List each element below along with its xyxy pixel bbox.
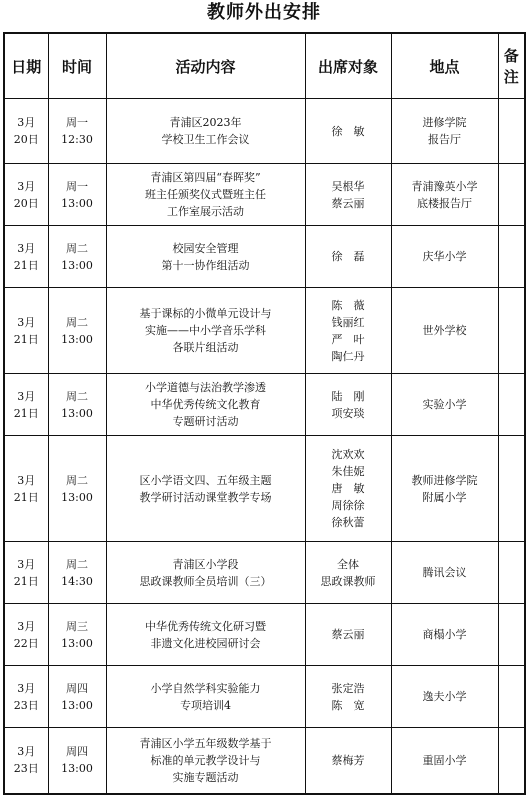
attendees-line: 陈 薇 bbox=[331, 298, 365, 312]
attendees-line: 朱佳妮 bbox=[331, 465, 365, 478]
attendees-cell bbox=[305, 542, 391, 604]
date-line: 3月 bbox=[17, 389, 36, 403]
date-cell bbox=[4, 728, 48, 794]
date-line: 3月 bbox=[17, 179, 36, 193]
date-line: 3月 bbox=[17, 473, 36, 487]
activity-line: 小学道德与法治教学渗透 bbox=[145, 381, 266, 394]
date-cell bbox=[4, 666, 48, 728]
attendees-line: 陆 刚 bbox=[331, 389, 365, 403]
date-line: 3月 bbox=[17, 315, 36, 329]
location-line: 进修学院 bbox=[422, 116, 467, 129]
table-row bbox=[4, 728, 525, 794]
date-line: 20日 bbox=[13, 133, 39, 146]
table-row bbox=[4, 542, 525, 604]
table-row bbox=[4, 374, 525, 436]
attendees-cell bbox=[305, 288, 391, 374]
date-cell bbox=[4, 542, 48, 604]
activity-cell bbox=[106, 288, 305, 374]
date-cell bbox=[4, 288, 48, 374]
time-cell bbox=[48, 288, 106, 374]
attendees-cell bbox=[305, 226, 391, 288]
location-line: 庆华小学 bbox=[422, 250, 467, 263]
time-line: 13:00 bbox=[61, 332, 93, 346]
location-line: 商榻小学 bbox=[422, 628, 467, 641]
note-cell bbox=[498, 604, 525, 666]
attendees-line: 吴根华 bbox=[331, 179, 365, 193]
date-cell bbox=[4, 436, 48, 542]
header-date: 日期 bbox=[4, 33, 48, 99]
attendees-line: 徐秋蕾 bbox=[331, 516, 365, 529]
header-activity: 活动内容 bbox=[106, 33, 305, 99]
activity-line: 教学研讨活动课堂教学专场 bbox=[139, 490, 272, 504]
date-cell bbox=[4, 604, 48, 666]
location-line: 重固小学 bbox=[422, 753, 467, 767]
location-line: 附属小学 bbox=[422, 490, 467, 504]
time-line: 周四 bbox=[66, 681, 88, 695]
time-line: 13:00 bbox=[61, 258, 93, 272]
activity-cell bbox=[106, 99, 305, 164]
attendees-cell bbox=[305, 436, 391, 542]
page-title: 教师外出安排 bbox=[207, 2, 321, 23]
date-line: 3月 bbox=[17, 241, 36, 255]
activity-line: 中华优秀传统文化研习暨 bbox=[145, 619, 266, 633]
attendees-cell bbox=[305, 604, 391, 666]
note-cell bbox=[498, 288, 525, 374]
date-line: 20日 bbox=[13, 196, 39, 210]
activity-line: 小学自然学科实验能力 bbox=[150, 681, 261, 695]
note-cell bbox=[498, 226, 525, 288]
location-cell bbox=[391, 728, 498, 794]
time-cell bbox=[48, 436, 106, 542]
time-cell bbox=[48, 226, 106, 288]
time-line: 周二 bbox=[66, 557, 88, 571]
attendees-line: 钱丽红 bbox=[331, 315, 365, 329]
time-cell bbox=[48, 374, 106, 436]
activity-line: 实施专题活动 bbox=[172, 770, 239, 784]
attendees-line: 周徐徐 bbox=[331, 499, 365, 512]
activity-cell bbox=[106, 542, 305, 604]
activity-line: 非遗文化进校园研讨会 bbox=[150, 636, 261, 650]
table-row bbox=[4, 666, 525, 728]
activity-cell bbox=[106, 604, 305, 666]
date-line: 21日 bbox=[13, 490, 39, 504]
activity-line: 标准的单元教学设计与 bbox=[150, 753, 261, 767]
header-row bbox=[4, 33, 525, 99]
activity-cell bbox=[106, 728, 305, 794]
attendees-line: 项安琰 bbox=[331, 406, 365, 420]
table-row bbox=[4, 288, 525, 374]
time-line: 13:00 bbox=[61, 196, 93, 210]
attendees-line: 徐 磊 bbox=[331, 250, 365, 263]
time-line: 周三 bbox=[66, 619, 88, 633]
header-location: 地点 bbox=[391, 33, 498, 99]
attendees-line: 蔡云丽 bbox=[331, 628, 365, 641]
activity-cell bbox=[106, 164, 305, 226]
activity-line: 青浦区小学段 bbox=[172, 557, 239, 571]
time-line: 13:00 bbox=[61, 490, 93, 504]
activity-line: 基于课标的小微单元设计与 bbox=[139, 307, 272, 320]
time-cell bbox=[48, 99, 106, 164]
location-cell bbox=[391, 604, 498, 666]
attendees-line: 蔡云丽 bbox=[331, 196, 365, 210]
date-line: 21日 bbox=[13, 332, 39, 346]
header-time: 时间 bbox=[48, 33, 106, 99]
time-line: 周二 bbox=[66, 389, 88, 403]
location-line: 底楼报告厅 bbox=[417, 196, 472, 210]
date-line: 21日 bbox=[13, 574, 39, 588]
attendees-cell bbox=[305, 728, 391, 794]
attendees-cell bbox=[305, 164, 391, 226]
activity-line: 班主任颁奖仪式暨班主任 bbox=[145, 188, 266, 201]
activity-line: 青浦区第四届“春晖奖” bbox=[150, 171, 261, 184]
location-line: 腾讯会议 bbox=[422, 566, 467, 579]
time-line: 13:00 bbox=[61, 762, 93, 776]
activity-line: 专题研讨活动 bbox=[172, 415, 239, 428]
date-line: 3月 bbox=[17, 557, 36, 571]
date-cell bbox=[4, 164, 48, 226]
time-line: 12:30 bbox=[61, 133, 93, 146]
note-cell bbox=[498, 374, 525, 436]
attendees-line: 唐 敏 bbox=[331, 482, 365, 495]
attendees-line: 严 叶 bbox=[331, 332, 365, 346]
location-cell bbox=[391, 374, 498, 436]
activity-cell bbox=[106, 436, 305, 542]
date-cell bbox=[4, 374, 48, 436]
activity-cell bbox=[106, 666, 305, 728]
time-line: 13:00 bbox=[61, 698, 93, 712]
note-cell bbox=[498, 728, 525, 794]
location-cell bbox=[391, 164, 498, 226]
table-row bbox=[4, 604, 525, 666]
activity-cell bbox=[106, 374, 305, 436]
activity-line: 校园安全管理 bbox=[172, 241, 239, 255]
date-cell bbox=[4, 226, 48, 288]
date-line: 22日 bbox=[13, 636, 39, 650]
time-cell bbox=[48, 542, 106, 604]
time-line: 14:30 bbox=[61, 574, 93, 588]
time-line: 周二 bbox=[66, 241, 88, 255]
attendees-line: 思政课教师 bbox=[320, 574, 376, 588]
date-line: 3月 bbox=[17, 619, 36, 633]
note-cell bbox=[498, 666, 525, 728]
time-cell bbox=[48, 728, 106, 794]
attendees-line: 陈 宽 bbox=[331, 698, 365, 712]
location-line: 逸夫小学 bbox=[422, 690, 467, 703]
date-cell bbox=[4, 99, 48, 164]
activity-line: 第十一协作组活动 bbox=[161, 258, 250, 272]
time-line: 周二 bbox=[66, 315, 88, 329]
schedule-table bbox=[3, 32, 526, 795]
time-cell bbox=[48, 164, 106, 226]
note-cell bbox=[498, 164, 525, 226]
attendees-line: 陶仁丹 bbox=[331, 349, 365, 363]
date-line: 3月 bbox=[17, 681, 36, 695]
header-note-line2: 注 bbox=[503, 68, 519, 86]
location-line: 青浦豫英小学 bbox=[411, 179, 478, 193]
header-note bbox=[498, 33, 525, 99]
activity-line: 工作室展示活动 bbox=[167, 205, 244, 218]
attendees-line: 蔡梅芳 bbox=[331, 753, 365, 767]
header-note-line1: 备 bbox=[503, 47, 519, 65]
activity-line: 实施——中小学音乐学科 bbox=[145, 324, 266, 337]
attendees-cell bbox=[305, 99, 391, 164]
table-row bbox=[4, 99, 525, 164]
activity-line: 中华优秀传统文化教育 bbox=[150, 398, 261, 411]
date-line: 23日 bbox=[13, 762, 39, 776]
attendees-cell bbox=[305, 666, 391, 728]
table-row bbox=[4, 164, 525, 226]
attendees-cell bbox=[305, 374, 391, 436]
time-line: 周二 bbox=[66, 473, 88, 487]
activity-line: 各联片组活动 bbox=[172, 341, 239, 354]
schedule-body bbox=[4, 99, 525, 794]
location-line: 报告厅 bbox=[428, 133, 461, 146]
attendees-line: 徐 敏 bbox=[331, 124, 365, 138]
time-line: 13:00 bbox=[61, 406, 93, 420]
attendees-line: 张定浩 bbox=[331, 681, 365, 695]
note-cell bbox=[498, 436, 525, 542]
date-line: 3月 bbox=[17, 116, 36, 129]
location-line: 世外学校 bbox=[422, 324, 467, 337]
date-line: 21日 bbox=[13, 406, 39, 420]
time-line: 13:00 bbox=[61, 636, 93, 650]
date-line: 21日 bbox=[13, 258, 39, 272]
time-line: 周一 bbox=[66, 179, 88, 193]
location-cell bbox=[391, 542, 498, 604]
time-cell bbox=[48, 604, 106, 666]
activity-line: 学校卫生工作会议 bbox=[161, 133, 250, 146]
time-line: 周一 bbox=[66, 116, 88, 129]
activity-line: 专项培训4 bbox=[180, 698, 231, 712]
time-line: 周四 bbox=[66, 745, 88, 759]
location-cell bbox=[391, 288, 498, 374]
activity-line: 青浦区2023年 bbox=[169, 116, 242, 129]
activity-line: 区小学语文四、五年级主题 bbox=[139, 473, 272, 487]
location-line: 实验小学 bbox=[422, 398, 467, 411]
table-row bbox=[4, 436, 525, 542]
location-line: 教师进修学院 bbox=[411, 473, 478, 487]
location-cell bbox=[391, 436, 498, 542]
date-line: 3月 bbox=[17, 745, 36, 759]
table-row bbox=[4, 226, 525, 288]
header-attendees: 出席对象 bbox=[305, 33, 391, 99]
attendees-line: 全体 bbox=[337, 557, 359, 571]
date-line: 23日 bbox=[13, 698, 39, 712]
note-cell bbox=[498, 99, 525, 164]
location-cell bbox=[391, 226, 498, 288]
activity-line: 思政课教师全员培训（三） bbox=[139, 574, 272, 588]
time-cell bbox=[48, 666, 106, 728]
location-cell bbox=[391, 99, 498, 164]
activity-cell bbox=[106, 226, 305, 288]
attendees-line: 沈欢欢 bbox=[331, 448, 365, 461]
activity-line: 青浦区小学五年级数学基于 bbox=[139, 736, 272, 750]
note-cell bbox=[498, 542, 525, 604]
location-cell bbox=[391, 666, 498, 728]
